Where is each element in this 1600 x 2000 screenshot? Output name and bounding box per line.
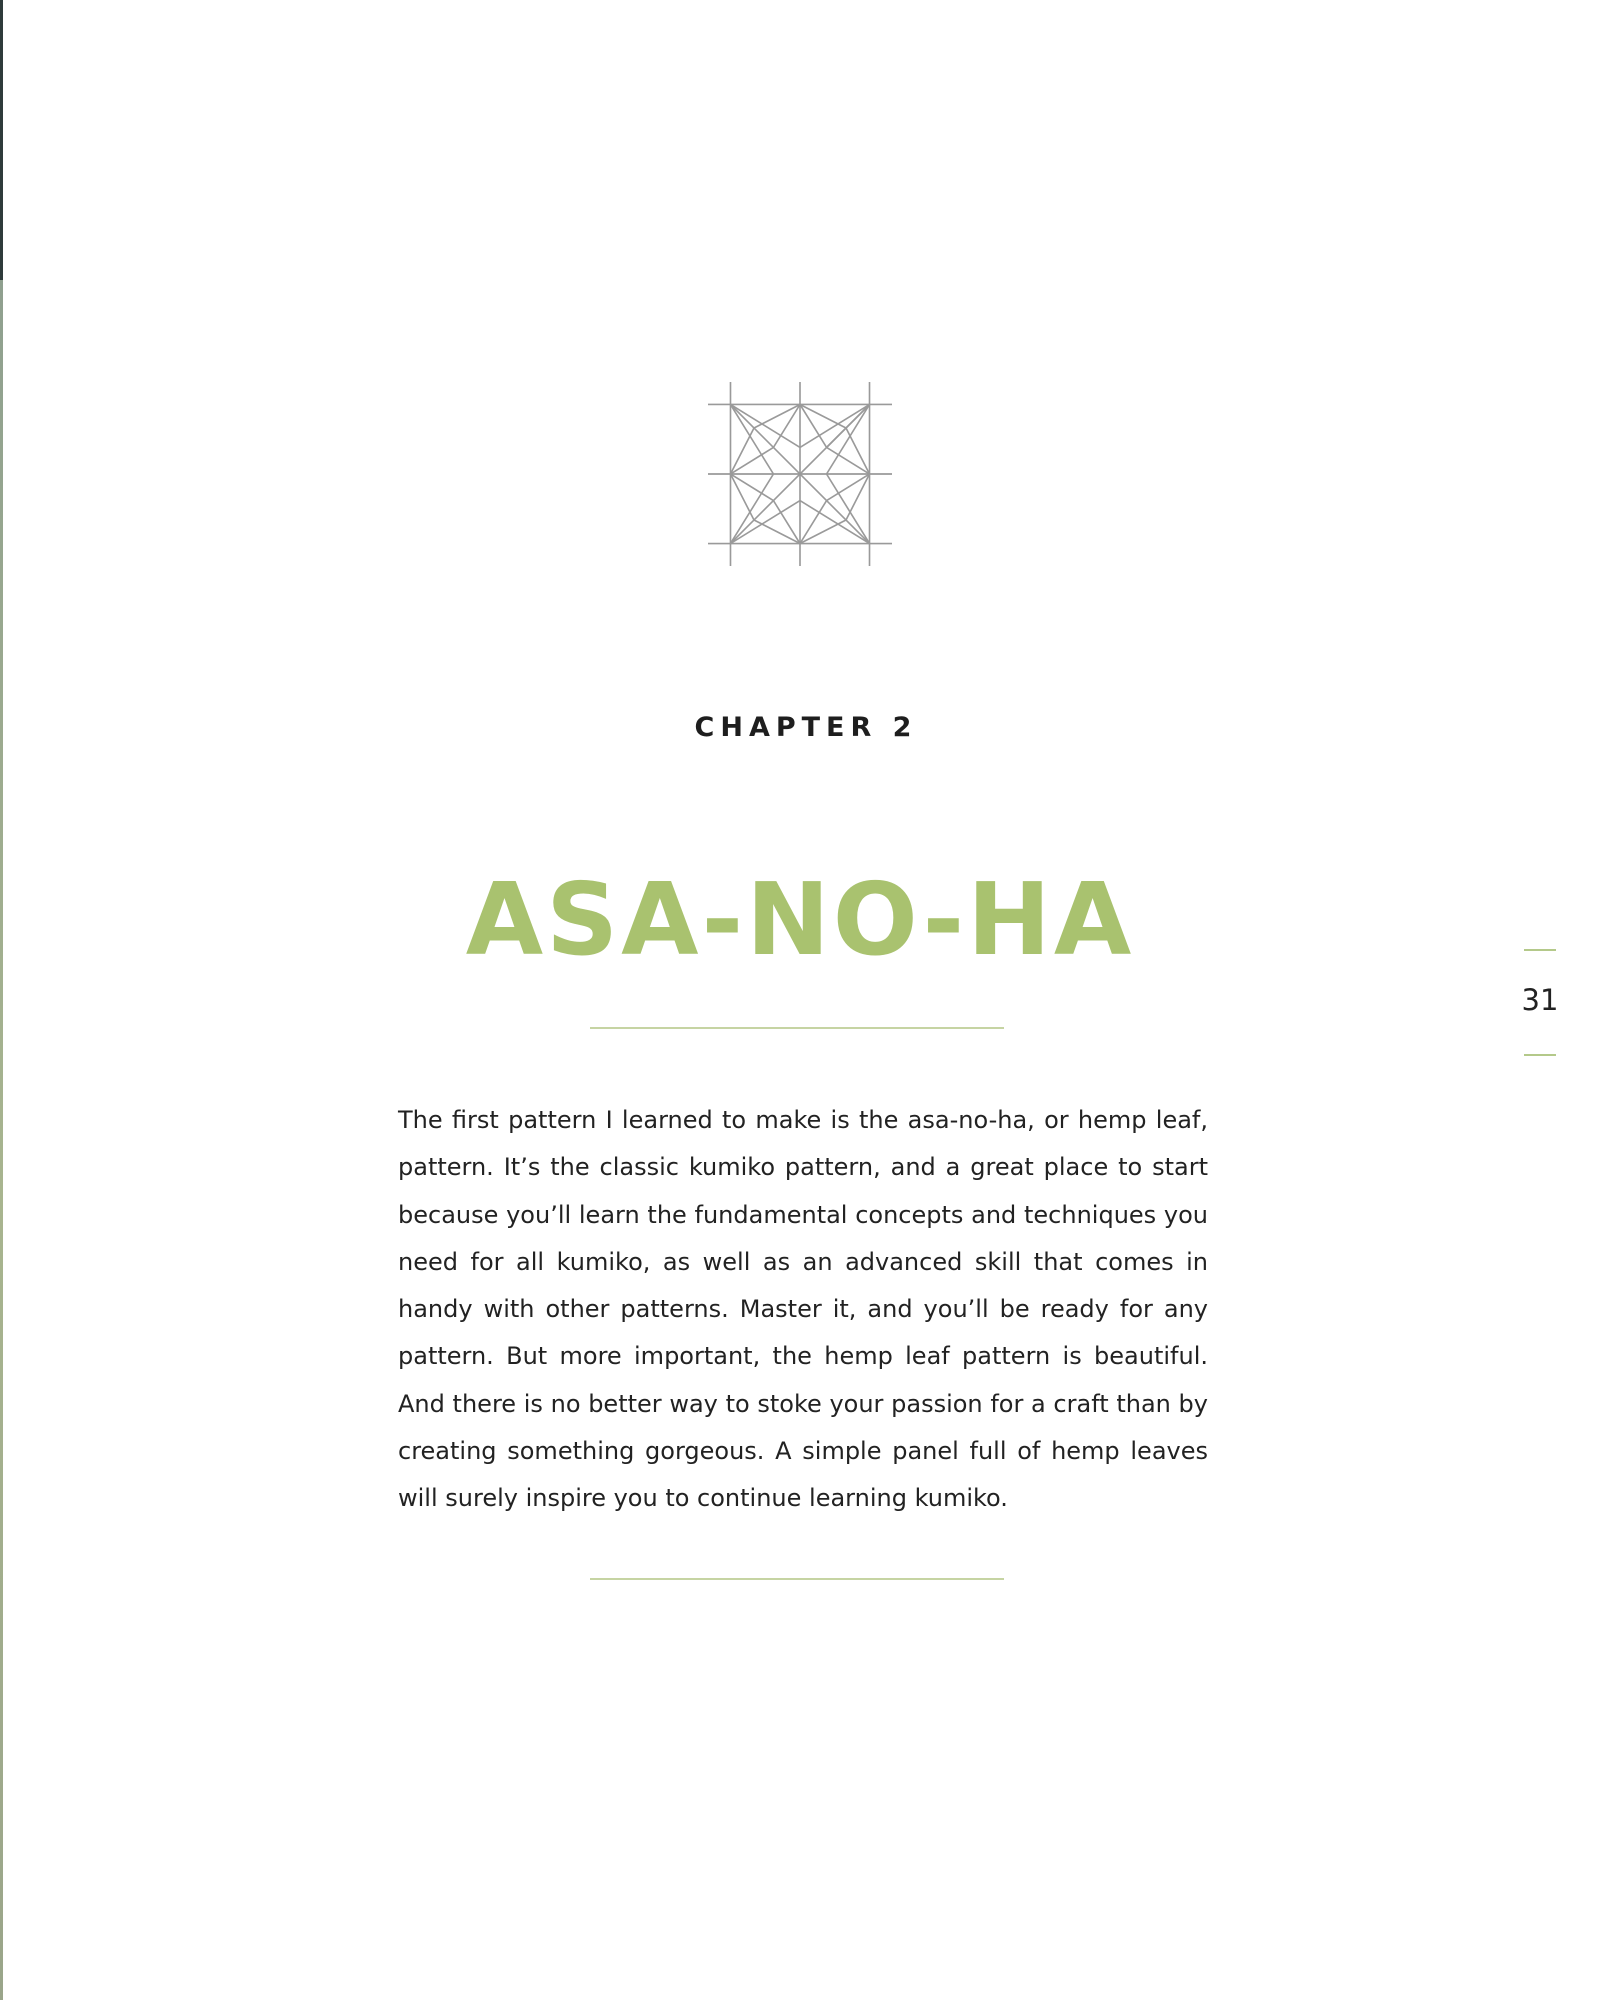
asa-no-ha-pattern-icon (708, 382, 892, 566)
chapter-label: CHAPTER 2 (694, 712, 918, 743)
divider-rule-top (590, 1027, 1004, 1029)
chapter-title: ASA-NO-HA (465, 861, 1135, 978)
divider-rule-bottom (590, 1578, 1004, 1580)
page-number: 31 (1521, 983, 1559, 1017)
intro-paragraph: The first pattern I learned to make is the asa-no-ha, or hemp leaf, pattern. It’s the classic kumiko pattern, and a great place to start because you’ll learn the fundamental concepts and techniques you need for all kumiko, as well as an advanced skill that comes in handy with other patterns. Master it, and you’ll be ready for any pattern. But more important, the hemp leaf pattern is beautiful. And there is no better way to stoke your passion for a craft than by creating something gorgeous. A simple panel full of hemp leaves will surely inspire you to continue learning kumiko. (398, 1106, 1208, 1513)
page-edge-strip (0, 0, 3, 2000)
folio-rule-top (1524, 949, 1556, 951)
folio-rule-bottom (1524, 1054, 1556, 1056)
